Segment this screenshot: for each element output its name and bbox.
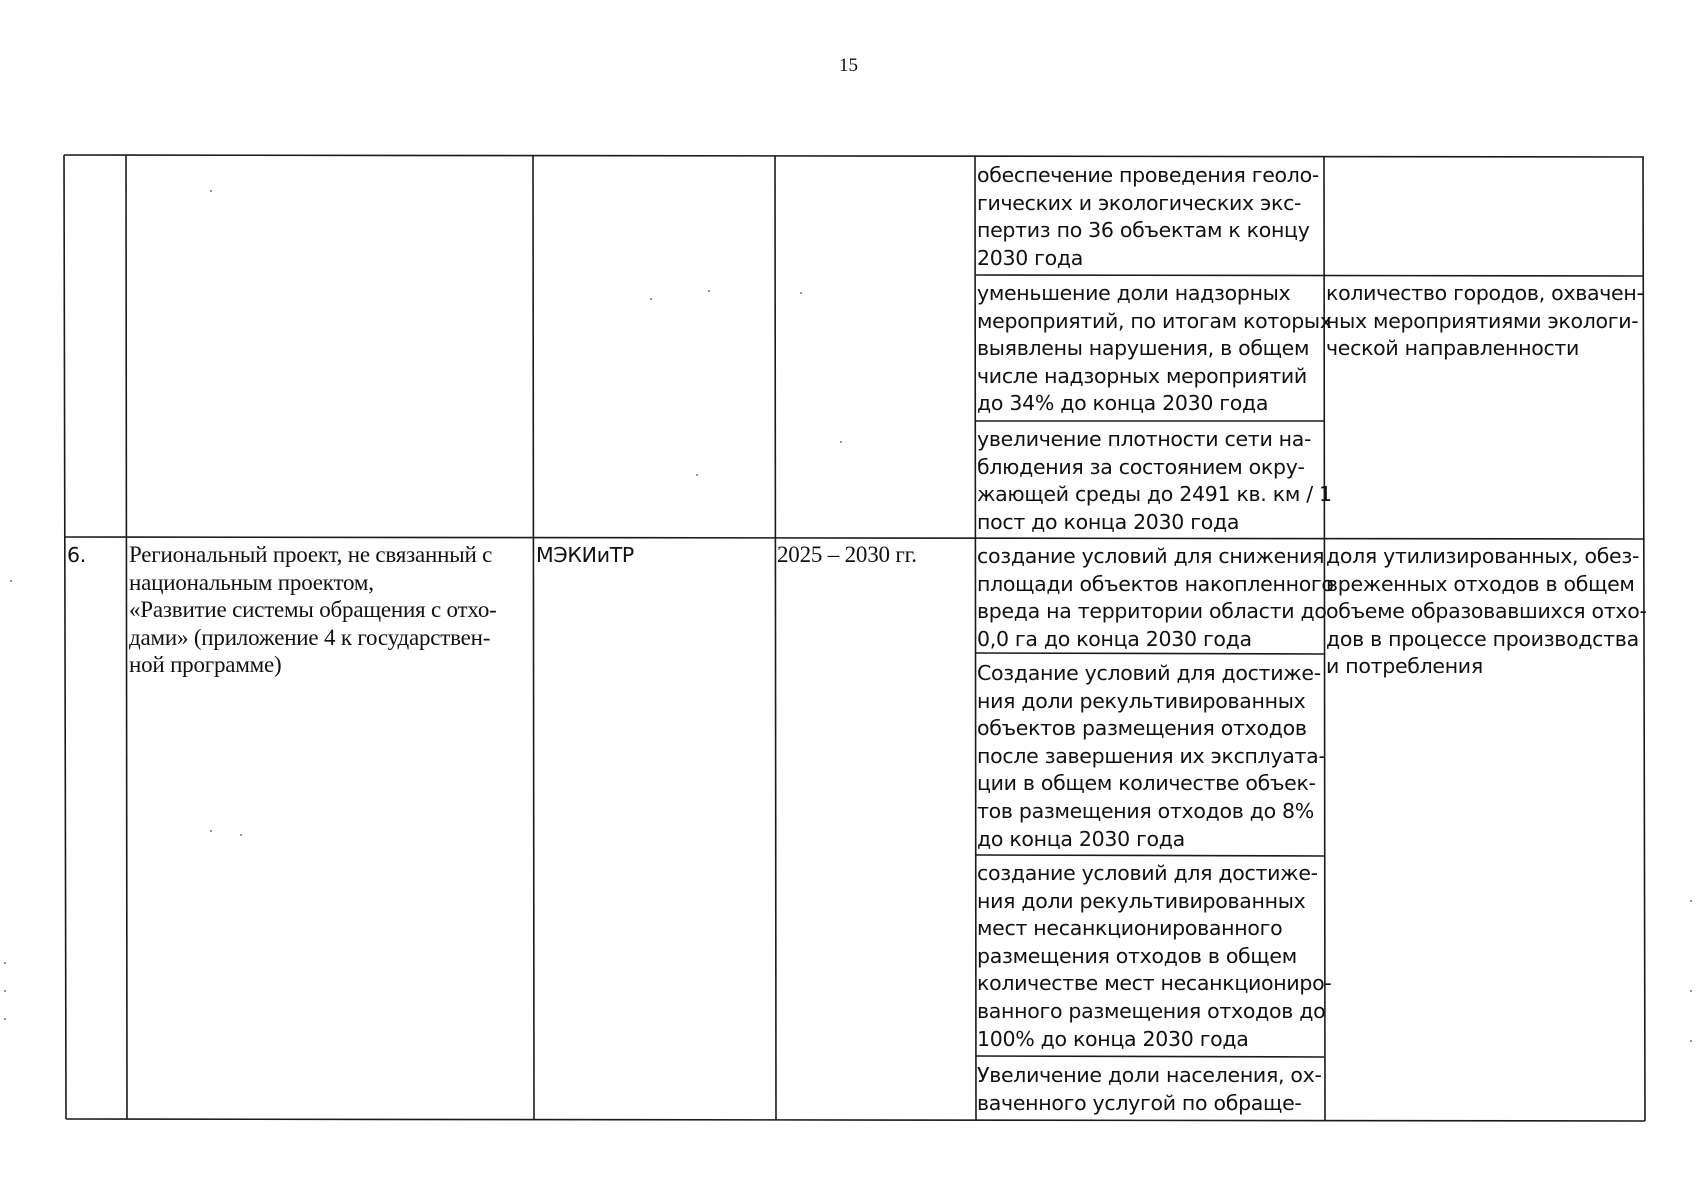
indicator-cell: [977, 1062, 1322, 1117]
text-line: вреда на территории области до: [977, 599, 1327, 624]
row-number: 6.: [67, 543, 86, 567]
text-line: дов в процессе производства: [1326, 626, 1639, 651]
period-cell: 2025 – 2030 гг.: [777, 542, 917, 567]
page-number: 15: [839, 55, 858, 76]
text-line: ния доли рекультивированных: [977, 688, 1306, 713]
text-line: мероприятий, по итогам которых: [977, 308, 1332, 333]
text-line: количестве мест несанкциониро-: [977, 971, 1332, 996]
text-line: национальным проектом,: [129, 569, 374, 595]
text-line: 0,0 га до конца 2030 года: [977, 626, 1252, 651]
text-line: 2030 года: [977, 245, 1084, 270]
text-line: Региональный проект, не связанный с: [129, 542, 493, 567]
text-line: до конца 2030 года: [977, 826, 1185, 851]
text-line: ции в общем количестве объек-: [977, 771, 1316, 796]
text-line: создание условий для снижения: [977, 544, 1325, 568]
text-line: уменьшение доли надзорных: [977, 281, 1291, 305]
text-line: ных мероприятиями экологи-: [1326, 308, 1639, 333]
text-line: ваченного услугой по обраще-: [977, 1090, 1302, 1115]
text-line: объектов размещения отходов: [977, 716, 1307, 741]
text-line: Создание условий для достиже-: [977, 661, 1321, 685]
text-line: обеспечение проведения геоло-: [977, 163, 1319, 187]
text-line: вреженных отходов в общем: [1326, 571, 1635, 596]
text-line: до 34% до конца 2030 года: [977, 391, 1269, 416]
text-line: после завершения их эксплуата-: [977, 743, 1326, 768]
executor-cell: МЭКИиТР: [536, 543, 634, 567]
text-line: гических и экологических экс-: [977, 190, 1302, 215]
text-line: площади объектов накопленного: [977, 571, 1334, 596]
text-line: доля утилизированных, обез-: [1326, 544, 1640, 568]
text-line: создание условий для достиже-: [977, 861, 1318, 885]
text-line: размещения отходов в общем: [977, 943, 1297, 968]
text-line: ческой направленности: [1326, 336, 1580, 361]
text-line: пертиз по 36 объектам к концу: [977, 218, 1310, 243]
indicator-cell: [977, 426, 1332, 536]
project-name-cell: [129, 541, 497, 679]
text-line: объеме образовавшихся отхо-: [1326, 599, 1647, 624]
text-line: и потребления: [1326, 654, 1483, 679]
text-line: тов размещения отходов до 8%: [977, 798, 1314, 823]
text-line: дами» (приложение 4 к государствен-: [129, 624, 491, 650]
text-line: числе надзорных мероприятий: [977, 363, 1307, 388]
text-line: ния доли рекультивированных: [977, 888, 1306, 913]
text-line: 100% до конца 2030 года: [977, 1026, 1249, 1051]
text-line: Увеличение доли населения, ох-: [977, 1063, 1322, 1087]
indicator-cell: [977, 543, 1334, 653]
text-line: ной программе): [129, 652, 282, 678]
text-line: выявлены нарушения, в общем: [977, 336, 1310, 361]
result-cell: [1326, 543, 1647, 681]
indicator-cell: [977, 860, 1331, 1053]
text-line: мест несанкционированного: [977, 916, 1283, 941]
indicator-cell: [977, 660, 1326, 853]
text-line: ванного размещения отходов до: [977, 998, 1326, 1023]
indicator-cell: [977, 280, 1332, 418]
text-line: пост до конца 2030 года: [977, 509, 1240, 534]
text-line: «Развитие системы обращения с отхо-: [129, 597, 497, 623]
text-line: жающей среды до 2491 кв. км / 1: [977, 482, 1332, 507]
text-line: количество городов, охвачен-: [1326, 281, 1644, 305]
text-line: увеличение плотности сети на-: [977, 427, 1312, 451]
indicator-cell: [977, 162, 1319, 272]
result-cell: [1326, 280, 1644, 363]
text-line: блюдения за состоянием окру-: [977, 454, 1305, 479]
